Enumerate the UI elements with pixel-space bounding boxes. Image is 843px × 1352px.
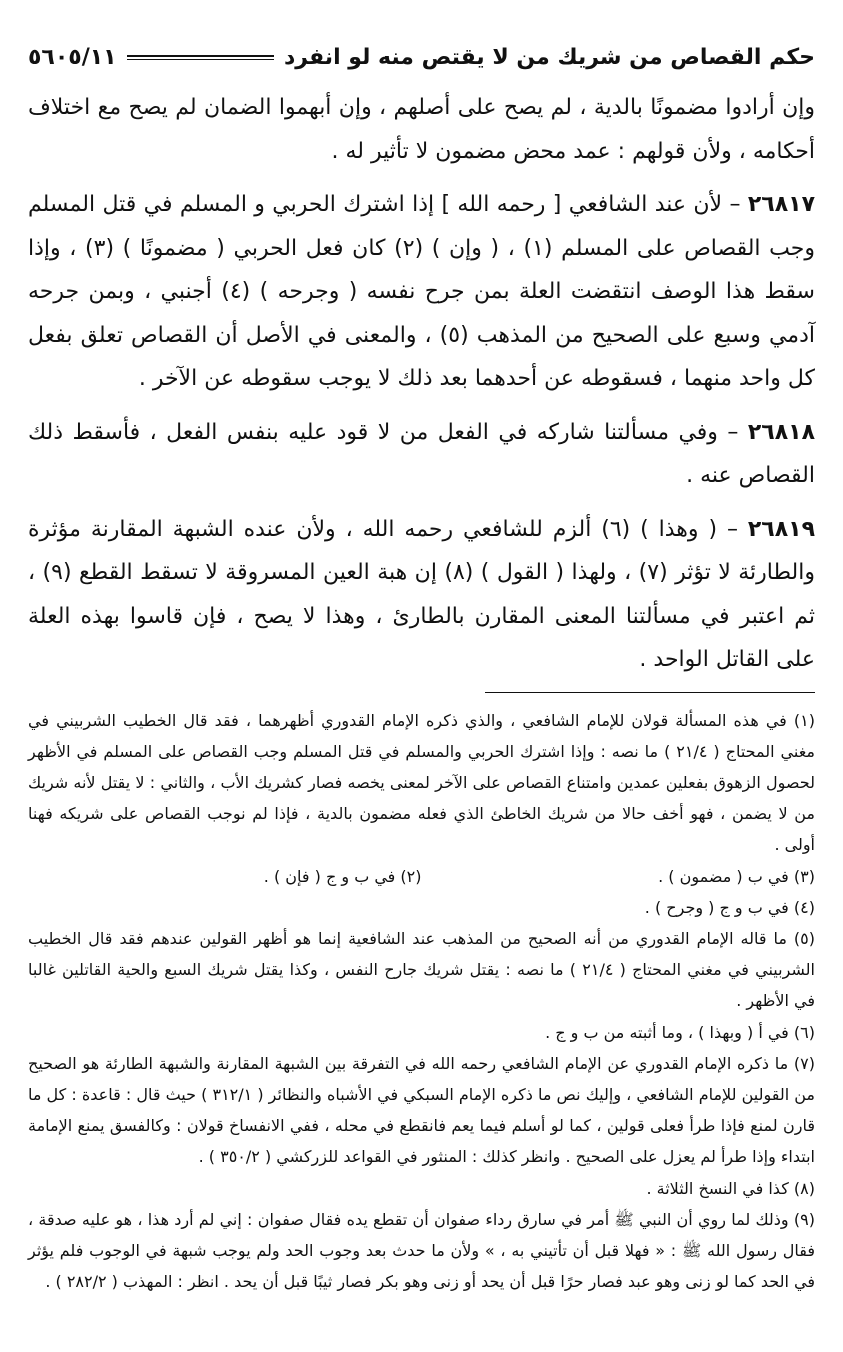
footnote-separator [485, 692, 815, 693]
footnote-8: (٨) كذا في النسخ الثلاثة . [646, 1178, 815, 1198]
running-title: حكم القصاص من شريك من لا يقتص منه لو انفرد [284, 44, 815, 70]
paragraph-number: ٢٦٨١٨ [747, 419, 815, 445]
paragraph-continuation [28, 86, 815, 173]
page-header [28, 40, 815, 74]
paragraph-26818 [28, 411, 815, 498]
footnote-row [28, 892, 815, 923]
footnote-4: (٤) في ب و ج ( وجرح ) . [644, 897, 815, 917]
footnote-3: (٣) في ب ( مضمون ) . [658, 866, 815, 886]
paragraph-text: – وفي مسألتنا شاركه في الفعل من لا قود عليه بنفس الفعل ، فأسقط ذلك القصاص عنه . [28, 419, 815, 488]
paragraph-text: – لأن عند الشافعي [ رحمه الله ] إذا اشترك الحربي و المسلم في قتل المسلم وجب القصاص على المسلم (١) ، ( وإن ) (٢) كان فعل الحربي ( مضمونًا ) (٣) ، وإذا سقط هذا الوصف انتقضت العلة بمن جرح نفسه ( وجرحه ) (٤) أجنبي ، وبمن جرحه آدمي وسبع على الصحيح من المذهب (٥) ، والمعنى في الأصل أن القصاص تعلق بفعل كل واحد منهما ، فسقوطه عن أحدهما بعد ذلك لا يوجب سقوطه عن الآخر . [28, 192, 816, 391]
footnote-5: (٥) ما قاله الإمام القدوري من أنه الصحيح من المذهب عند الشافعية إنما هو أظهر القولين عندهم فقد قال الخطيب الشربيني في مغني المحتاج ( ٢١/٤ ) ما نصه : يقتل شريك جارح النفس ، وكذا يقتل شريك السبع والحية القاتلين غالبا في الأظهر . [28, 928, 816, 1011]
footnote-row [28, 861, 815, 892]
footnote-6: (٦) في أ ( وبهذا ) ، وما أثبته من ب و ج . [545, 1022, 815, 1042]
page-number: ٥٦٠٥/١١ [28, 44, 117, 70]
paragraph-text: وإن أرادوا مضمونًا بالدية ، لم يصح على أصلهم ، وإن أبهموا الضمان لم يصح مع اختلاف أحكامه ، ولأن قولهم : عمد محض مضمون لا تأثير له . [28, 95, 815, 164]
footnote-1: (١) في هذه المسألة قولان للإمام الشافعي ، والذي ذكره الإمام القدوري أظهرهما ، فقد قال الخطيب الشربيني في مغني المحتاج ( ٢١/٤ ) ما نصه : وإذا اشترك الحربي والمسلم في قتل المسلم وجب القصاص على المسلم في الأظهر لحصول الزهوق بفعلين عمدين وامتناع القصاص على الآخر لمعنى يخصه فصار كشريك الأب ، والثاني : لا يقتل لأنه شريك من لا يضمن ، فهو أخف حالا من شريك الخاطئ الذي فعله مضمون بالدية ، فإذا لم نوجب القصاص على شريكه فهنا أولى . [28, 710, 815, 855]
paragraph-number: ٢٦٨١٩ [747, 516, 816, 542]
main-text [28, 86, 815, 682]
footnote-7: (٧) ما ذكره الإمام القدوري عن الإمام الشافعي رحمه الله في التفرقة بين الشبهة المقارنة والشبهة الطارئة هو الصحيح من القولين للإمام الشافعي ، وإليك نص ما ذكره الإمام السبكي في الأشباه والنظائر ( ٣١٢/١ ) حيث قال : قاعدة : كل ما قارن لمنع فإذا طرأ فعلى قولين ، كما لو أسلم فيما يعم فانقطع في محله ، ففي الانفساخ قولان : وكالفسق يمنع الإمامة ابتداء وإذا طرأ لم يعزل على الصحيح . وانظر كذلك : المنثور في القواعد للزركشي ( ٣٥٠/٢ ) . [28, 1053, 815, 1167]
page [28, 40, 815, 1330]
paragraph-26819 [28, 508, 815, 682]
footnote-9: (٩) وذلك لما روي أن النبي ﷺ أمر في سارق رداء صفوان أن تقطع يده فقال صفوان : إني لم أرد هذا ، هو عليه صدقة ، فقال رسول الله ﷺ : « فهلا قبل أن تأتيني به ، » ولأن ما حدث بعد وجوب الحد ولم يوجب شبهة في الوجوب فلم يؤثر في الحد كما لو زنى وهو عبد فصار حرًا قبل أن يحد أو زنى وهو بكر فصار ثيبًا قبل أن يحد . انظر : المهذب ( ٢٨٢/٢ ) . [28, 1209, 815, 1292]
paragraph-number: ٢٦٨١٧ [747, 192, 815, 217]
footnote-empty [28, 892, 422, 923]
paragraph-26817 [28, 183, 815, 401]
footnote-2: (٢) في ب و ج ( فإن ) . [263, 866, 422, 886]
paragraph-text: – ( وهذا ) (٦) ألزم للشافعي رحمه الله ، ولأن عنده الشبهة المقارنة مؤثرة والطارئة لا تؤثر (٧) ، ولهذا ( القول ) (٨) إن هبة العين المسروقة لا تسقط القطع (٩) ، ثم اعتبر في مسألتنا المعنى المقارن بالطارئ ، وهذا لا يصح ، فإن قاسوا بهذه العلة على القاتل الواحد . [28, 516, 815, 672]
header-rule [127, 55, 274, 60]
footnotes [28, 705, 815, 1298]
